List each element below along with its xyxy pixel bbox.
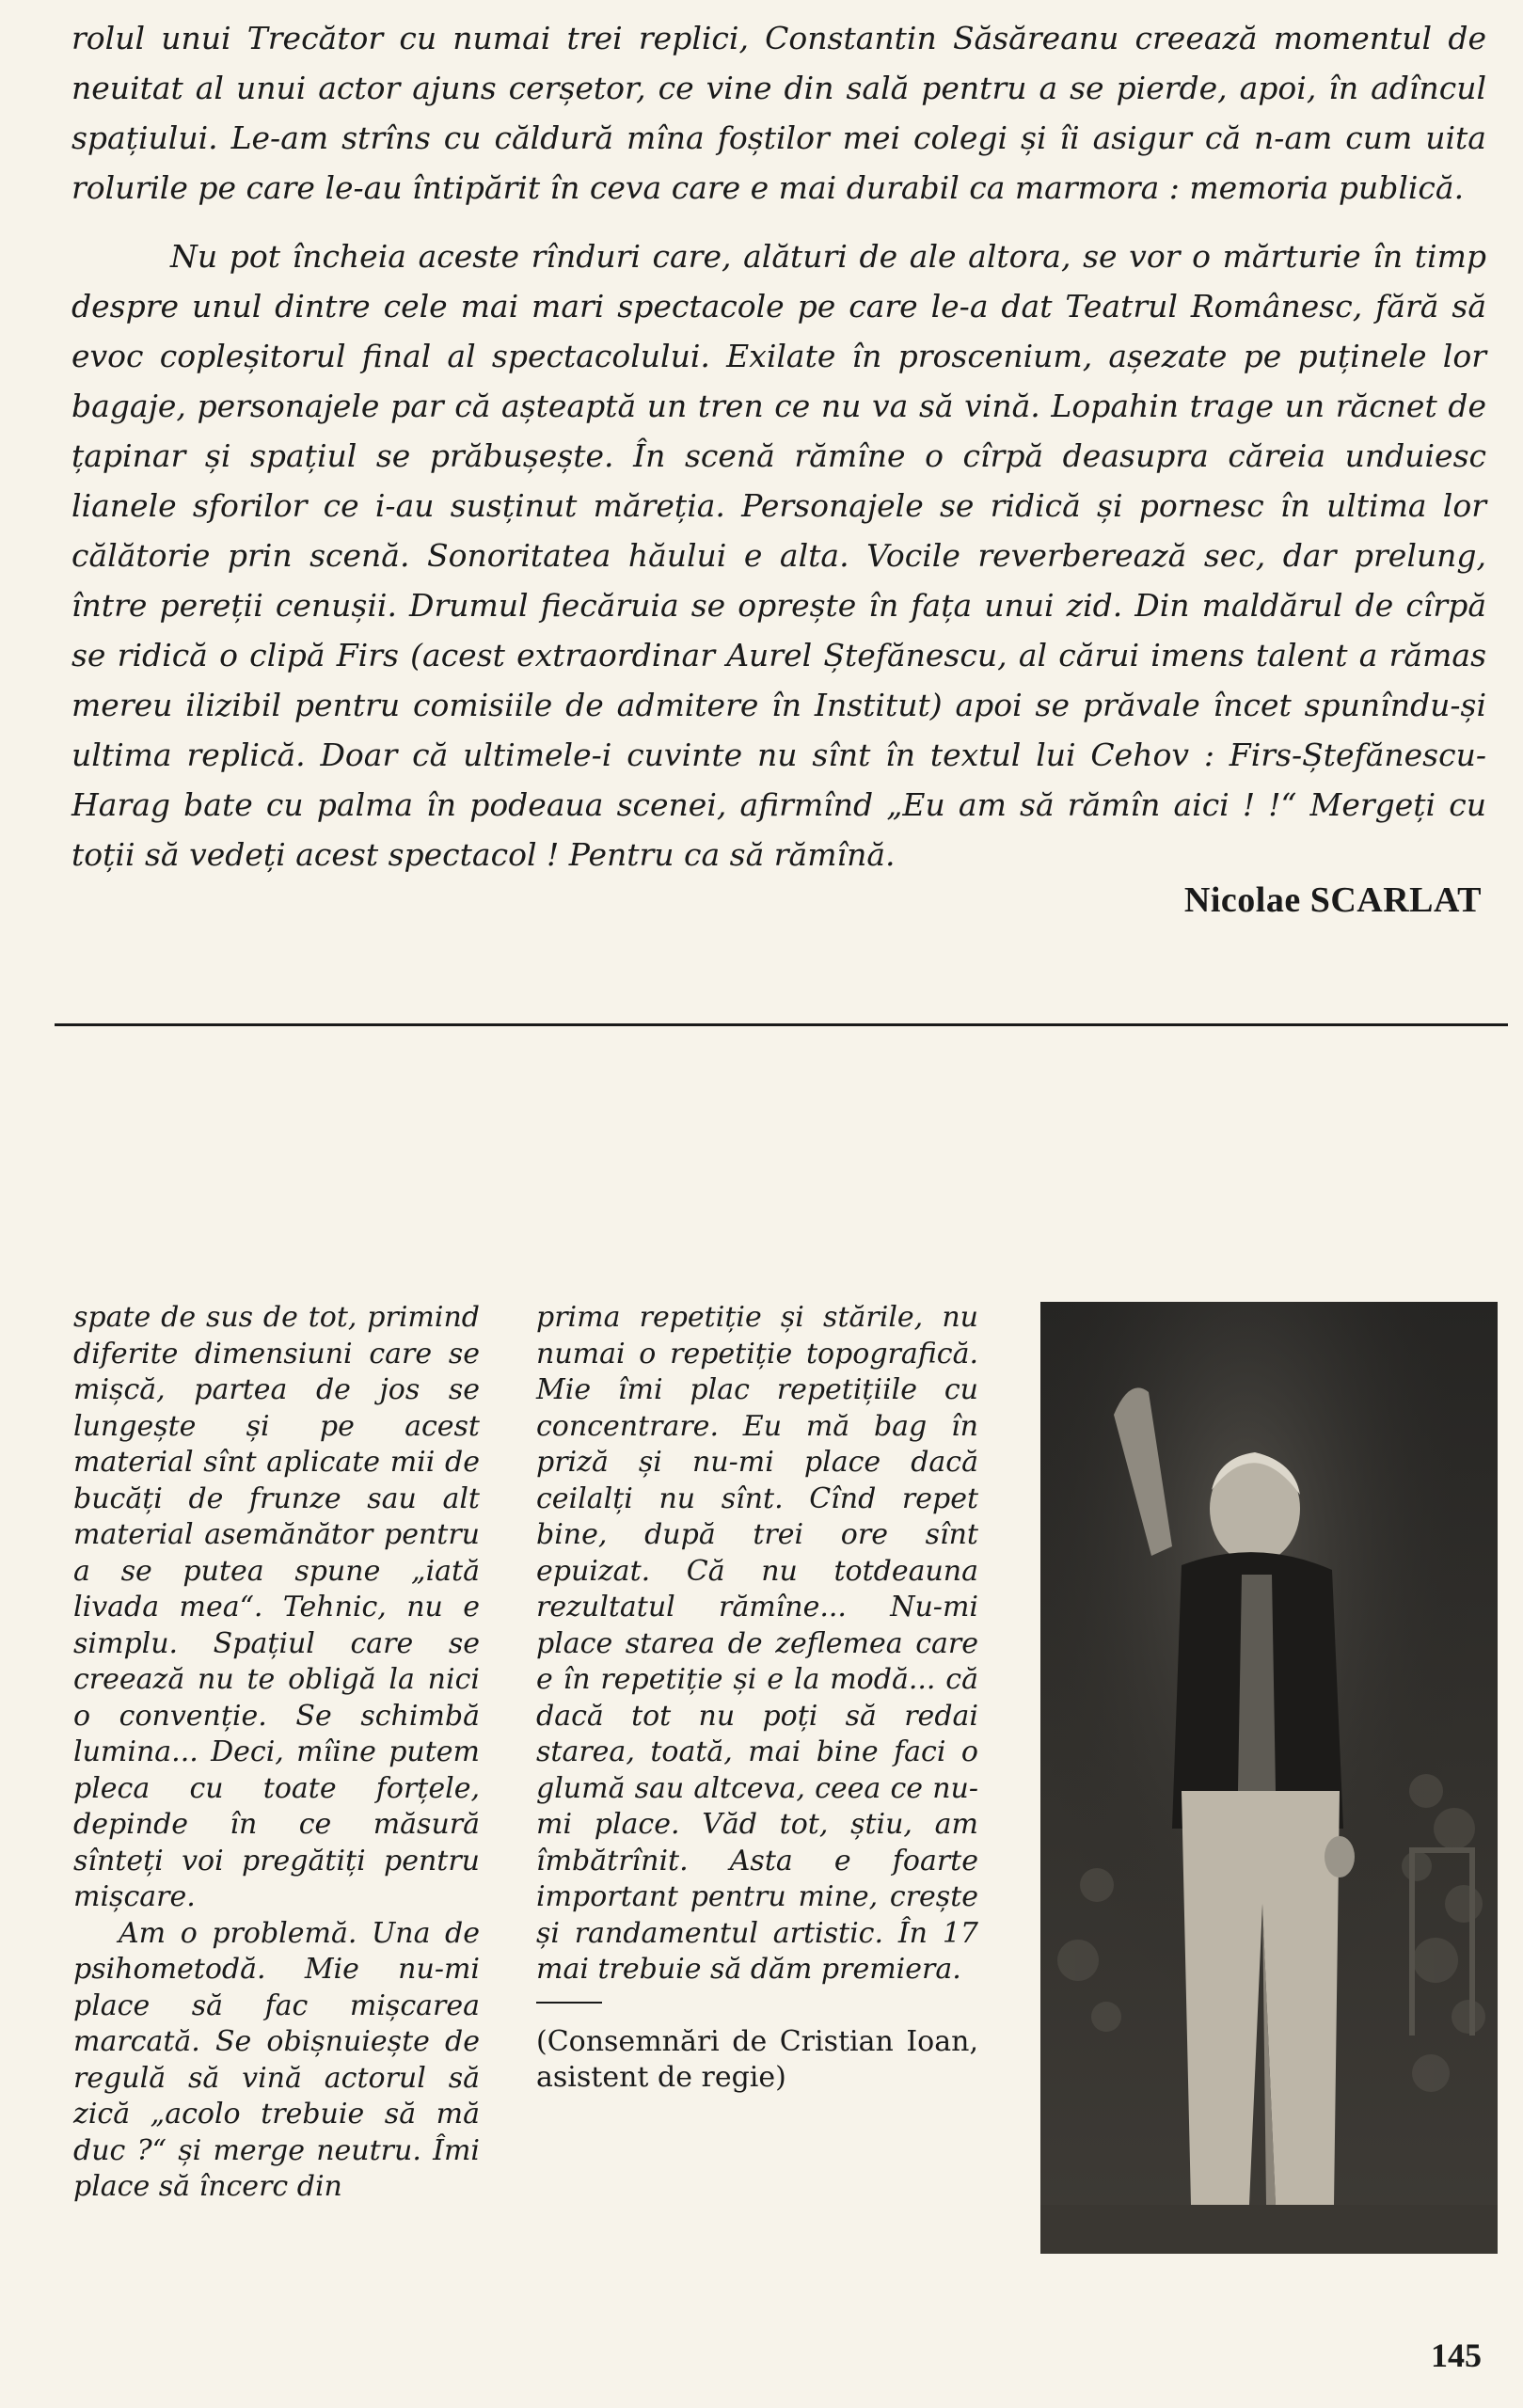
text-column-left [73,1300,480,2206]
left-column-paragraph-1: spate de sus de tot, primind diferite dimensiuni care se mișcă, partea de jos se lungește și pe acest material sînt aplicate mii de bucăți de frunze sau alt material asemănător pentru a se putea spune „iată livada mea“. Tehnic, nu e simplu. Spațiul care se creează nu te obligă la nici o convenție. Se schimbă lumina... Deci, mîine putem pleca cu toate forțele, depinde în ce măsură sînteți voi pregătiți pentru mișcare. [73,1301,480,1913]
short-rule [536,2002,602,2004]
middle-column-paragraph: prima repetiție și stările, nu numai o repetiție topografică. Mie îmi plac repetițiile cu concentrare. Eu mă bag în priză și nu-mi place dacă ceilalți nu sînt. Cînd repet bine, după trei ore sînt epuizat. Că nu totdeauna rezultatul rămîne... Nu-mi place starea de zeflemea care e în repetiție și e la modă... că dacă tot nu poți să redai starea, toată, mai bine faci o glumă sau altceva, ceea ce nu-mi place. Văd tot, știu, am îmbătrînit. Asta e foarte important pentru mine, crește și randamentul artistic. În 17 mai trebuie să dăm premiera. [536,1301,978,1986]
top-article [71,13,1486,894]
director-photo [1040,1302,1498,2254]
top-article-paragraph-1: rolul unui Trecător cu numai trei replici, Constantin Săsăreanu creează momentul de neuitat al unui actor ajuns cerșetor, ce vine din sală pentru a se pierde, apoi, în adîncul spațiului. Le-am strîns cu căldură mîna foștilor mei colegi și îi asigur că n-am cum uita rolurile pe care le-au întipărit în ceva care e mai durabil ca marmora : memoria publică. [71,20,1486,206]
left-column-paragraph-2: Am o problemă. Una de psihometodă. Mie nu-mi place să fac mișcarea marcată. Se obișnuiește de regulă să vină actorul să zică „acolo trebuie să mă duc ?“ și merge neutru. Îmi place să încerc din [73,1916,480,2203]
text-column-middle [536,1300,978,2097]
page-number: 145 [1431,2337,1482,2374]
photo-illustration [1040,1302,1498,2254]
author-signature: Nicolae SCARLAT [1183,880,1482,920]
section-divider [55,1023,1508,1026]
interview-credit: (Consemnări de Cristian Ioan, asistent de regie) [536,2024,978,2094]
top-article-paragraph-2: Nu pot încheia aceste rînduri care, alături de ale altora, se vor o mărturie în timp despre unul dintre cele mai mari spectacole pe care le-a dat Teatrul Românesc, fără să evoc copleșitorul final al spectacolului. Exilate în proscenium, așezate pe puținele lor bagaje, personajele par că așteaptă un tren ce nu va să vină. Lopahin trage un răcnet de țapinar și spațiul se prăbușește. În scenă rămîne o cîrpă deasupra căreia unduiesc lianele sforilor ce i-au susținut măreția. Personajele se ridică și pornesc în ultima lor călătorie prin scenă. Sonoritatea hăului e alta. Vocile reverberează sec, dar prelung, între pereții cenușii. Drumul fiecăruia se oprește în fața unui zid. Din maldărul de cîrpă se ridică o clipă Firs (acest extraordinar Aurel Ștefănescu, al cărui imens talent a rămas mereu ilizibil pentru comisiile de admitere în Institut) apoi se prăvale încet spunîndu-și ultima replică. Doar că ultimele-i cuvinte nu sînt în textul lui Cehov : Firs-Ștefănescu-Harag bate cu palma în podeaua scenei, afirmînd „Eu am să rămîn aici ! !“ Mergeți cu toții să vedeți acest spectacol ! Pentru ca să rămînă. [71,238,1486,873]
